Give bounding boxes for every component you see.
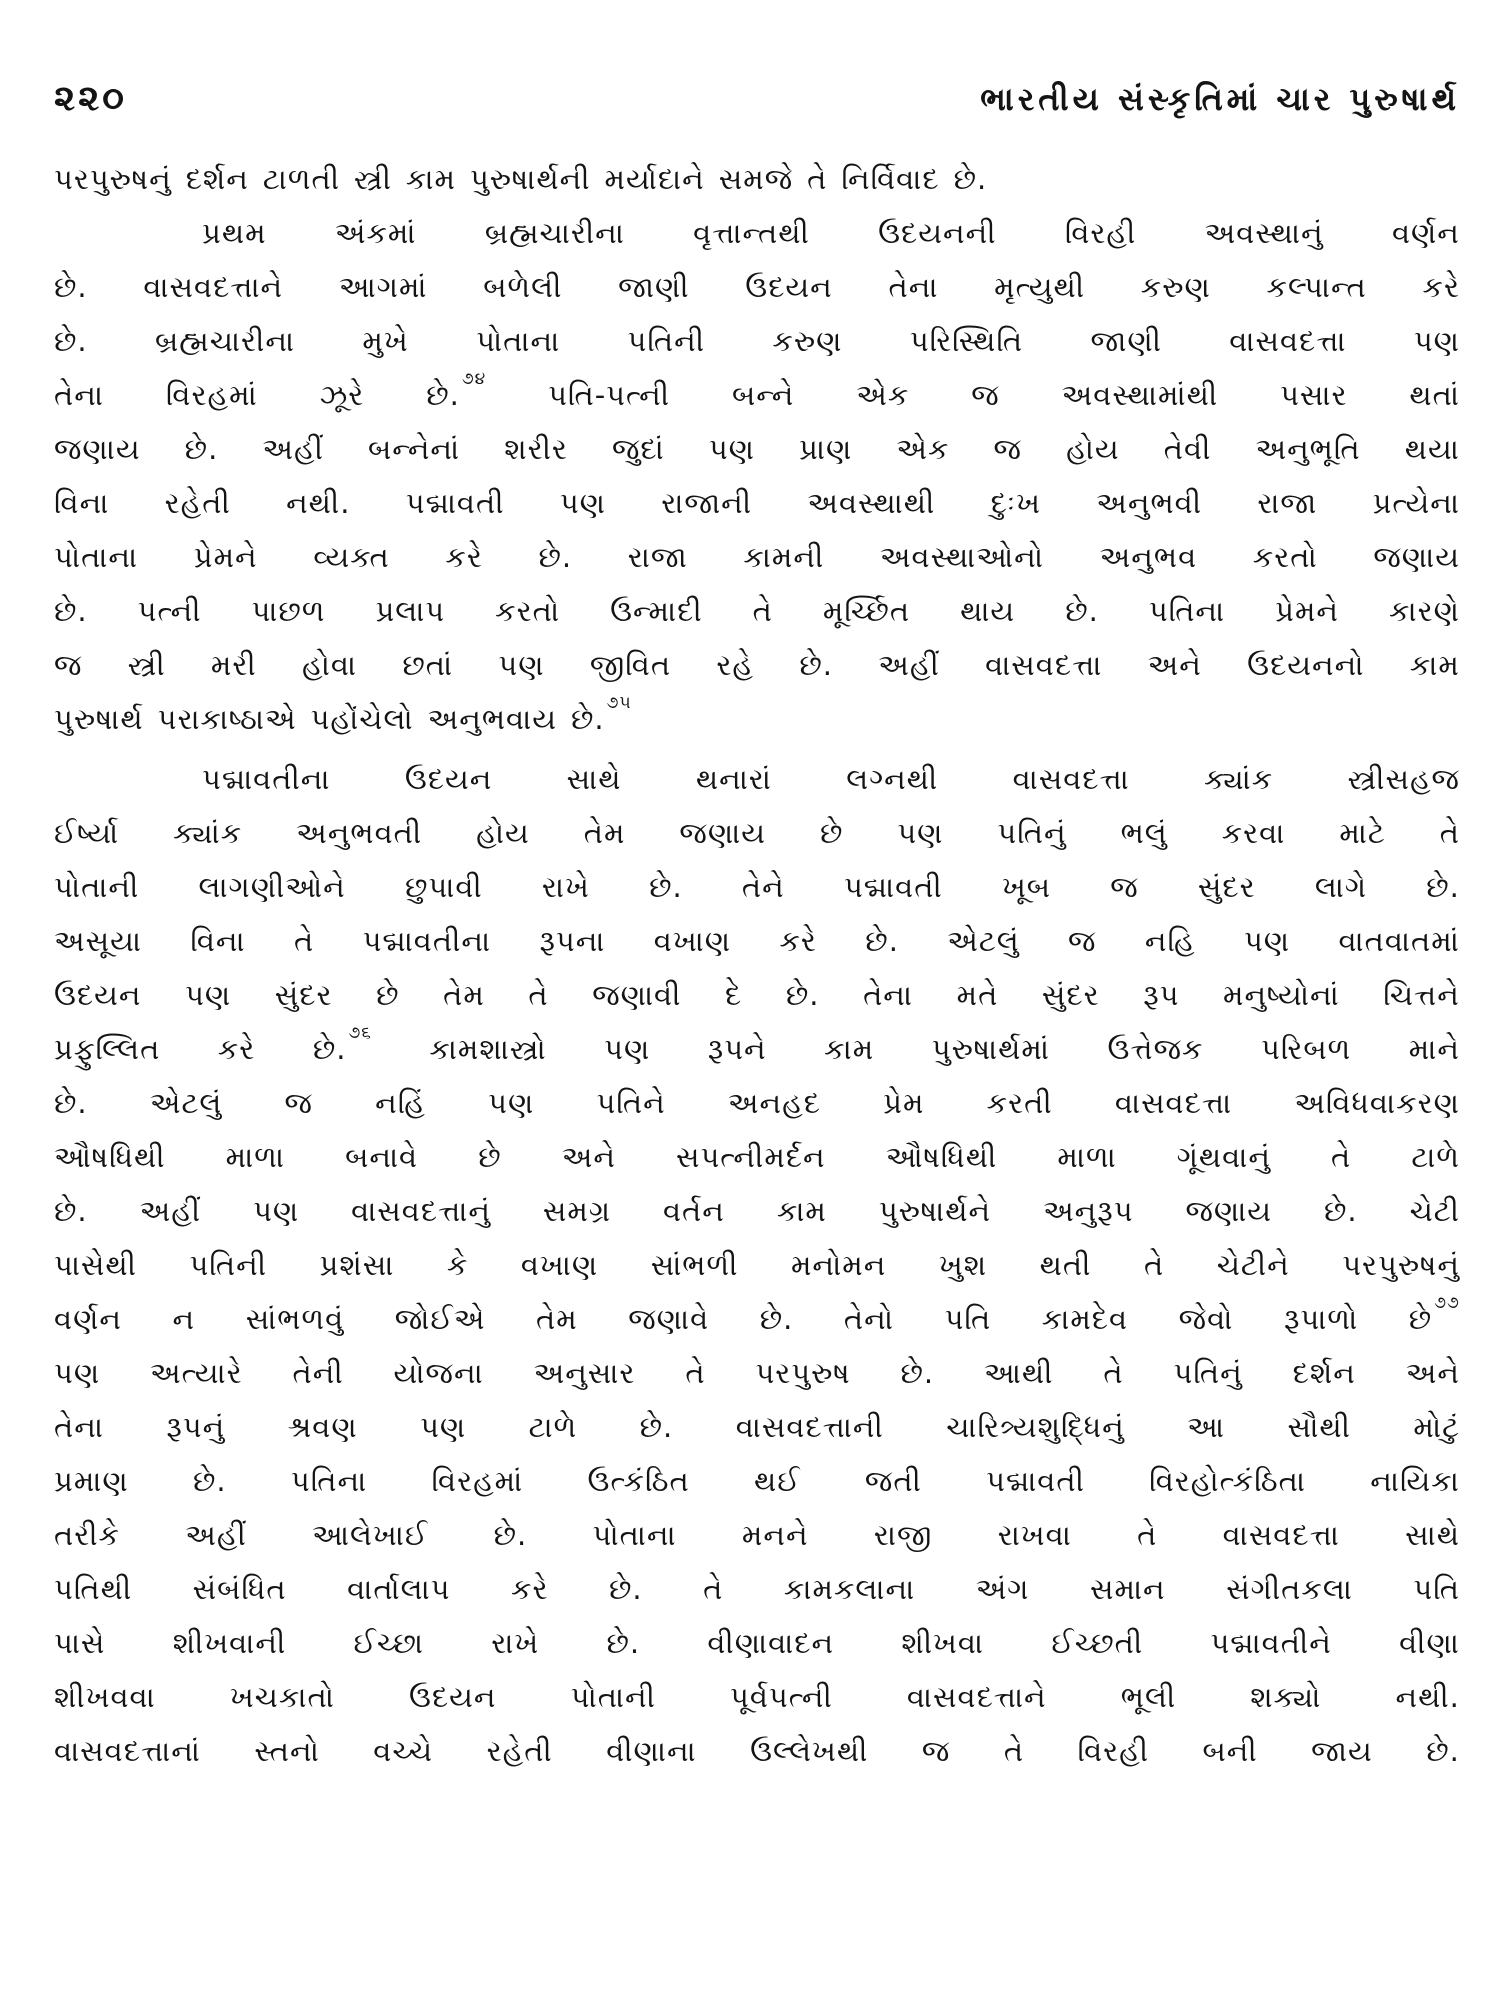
text-line: પ્રથમ અંકમાં બ્રહ્મચારીના વૃત્તાન્તથી ઉદયનની વિરહી અવસ્થાનું વર્ણન <box>202 216 1460 250</box>
text-line: જણાય છે. અહીં બન્નેનાં શરીર જુદાં પણ પ્રાણ એક જ હોય તેવી અનુભૂતિ થયા <box>54 432 1460 466</box>
running-head-title: ભારતીય સંસ્કૃતિમાં ચાર પુરુષાર્થ <box>980 80 1460 118</box>
text-line: પતિથી સંબંધિત વાર્તાલાપ કરે છે. તે કામકલાના અંગ સમાન સંગીતકલા પતિ <box>54 1572 1460 1606</box>
text-line: છે. અહીં પણ વાસવદત્તાનું સમગ્ર વર્તન કામ પુરુષાર્થને અનુરૂપ જણાય છે. ચેટી <box>54 1194 1460 1228</box>
text-line: પ્રમાણ છે. પતિના વિરહમાં ઉત્કંઠિત થઈ જતી પદ્માવતી વિરહોત્કંઠિતા નાયિકા <box>54 1464 1460 1498</box>
text-line: પુરુષાર્થ પરાકાષ્ઠાએ પહોંચેલો અનુભવાય છે. $^{૭૫}$ <box>54 693 632 736</box>
text-line: વાસવદત્તાનાં સ્તનો વચ્ચે રહેતી વીણાના ઉલ્લેખથી જ તે વિરહી બની જાય છે. <box>54 1734 1460 1768</box>
text-line: ઈર્ષ્યા ક્યાંક અનુભવતી હોય તેમ જણાય છે પણ પતિનું ભલું કરવા માટે તે <box>54 816 1460 850</box>
text-line: છે. બ્રહ્મચારીના મુખે પોતાના પતિની કરુણ પરિસ્થિતિ જાણી વાસવદત્તા પણ <box>54 324 1460 358</box>
footnote-marker: ૭૬ <box>348 1023 372 1043</box>
text-line: વર્ણન ન સાંભળવું જોઈએ તેમ જણાવે છે. તેનો પતિ કામદેવ જેવો રૂપાળો છે $^{૭૭}$ <box>54 1293 1460 1336</box>
text-line: છે. પત્ની પાછળ પ્રલાપ કરતો ઉન્માદી તે મૂર્ચ્છિત થાય છે. પતિના પ્રેમને કારણે <box>54 594 1460 628</box>
text-line: પરપુરુષનું દર્શન ટાળતી સ્ત્રી કામ પુરુષાર્થની મર્યાદાને સમજે તે નિર્વિવાદ છે. <box>54 162 988 196</box>
footnote-marker: ૭૭ <box>1434 1293 1460 1313</box>
running-head <box>54 78 1460 142</box>
text-line: ઉદયન પણ સુંદર છે તેમ તે જણાવી દે છે. તેના મતે સુંદર રૂપ મનુષ્યોનાં ચિત્તને <box>54 978 1460 1012</box>
text-line: પાસે શીખવાની ઈચ્છા રાખે છે. વીણાવાદન શીખવા ઈચ્છતી પદ્માવતીને વીણા <box>54 1626 1460 1660</box>
text-line: શીખવવા ખચકાતો ઉદયન પોતાની પૂર્વપત્ની વાસવદત્તાને ભૂલી શક્યો નથી. <box>54 1680 1460 1714</box>
text-line: પોતાની લાગણીઓને છુપાવી રાખે છે. તેને પદ્માવતી ખૂબ જ સુંદર લાગે છે. <box>54 870 1460 904</box>
text-line: જ સ્ત્રી મરી હોવા છતાં પણ જીવિત રહે છે. અહીં વાસવદત્તા અને ઉદયનનો કામ <box>54 648 1460 682</box>
text-line: તરીકે અહીં આલેખાઈ છે. પોતાના મનને રાજી રાખવા તે વાસવદત્તા સાથે <box>54 1518 1460 1552</box>
text-line: પદ્માવતીના ઉદયન સાથે થનારાં લગ્નથી વાસવદત્તા ક્યાંક સ્ત્રીસહજ <box>202 762 1460 796</box>
text-line: ઔષધિથી માળા બનાવે છે અને સપત્નીમર્દન ઔષધિથી માળા ગૂંથવાનું તે ટાળે <box>54 1140 1460 1174</box>
body-text <box>54 152 1460 1778</box>
footnote-marker: ૭૫ <box>606 693 632 713</box>
text-line: વિના રહેતી નથી. પદ્માવતી પણ રાજાની અવસ્થાથી દુઃખ અનુભવી રાજા પ્રત્યેના <box>54 486 1460 520</box>
text-line: પણ અત્યારે તેની યોજના અનુસાર તે પરપુરુષ છે. આથી તે પતિનું દર્શન અને <box>54 1356 1460 1390</box>
text-line: તેના વિરહમાં ઝૂરે છે. $^{૭૪}$ પતિ-પત્ની બન્ને એક જ અવસ્થામાંથી પસાર થતાં <box>54 369 1460 412</box>
footnote-marker: ૭૪ <box>461 369 487 389</box>
text-line: પ્રફુલ્લિત કરે છે. $^{૭૬}$ કામશાસ્ત્રો પણ રૂપને કામ પુરુષાર્થમાં ઉત્તેજક પરિબળ માને <box>54 1023 1460 1066</box>
text-line: છે. એટલું જ નહિં પણ પતિને અનહદ પ્રેમ કરતી વાસવદત્તા અવિધવાકરણ <box>54 1086 1460 1120</box>
text-line: છે. વાસવદત્તાને આગમાં બળેલી જાણી ઉદયન તેના મૃત્યુથી કરુણ કલ્પાન્ત કરે <box>54 270 1460 304</box>
text-line: પાસેથી પતિની પ્રશંસા કે વખાણ સાંભળી મનોમન ખુશ થતી તે ચેટીને પરપુરુષનું <box>54 1248 1460 1282</box>
text-line: અસૂયા વિના તે પદ્માવતીના રૂપના વખાણ કરે છે. એટલું જ નહિ પણ વાતવાતમાં <box>54 924 1460 958</box>
page-number: ૨૨૦ <box>54 78 127 119</box>
text-line: તેના રૂપનું શ્રવણ પણ ટાળે છે. વાસવદત્તાની ચારિત્ર્યશુદ્ધિનું આ સૌથી મોટું <box>54 1410 1460 1444</box>
text-line: પોતાના પ્રેમને વ્યક્ત કરે છે. રાજા કામની અવસ્થાઓનો અનુભવ કરતો જણાય <box>54 540 1460 574</box>
